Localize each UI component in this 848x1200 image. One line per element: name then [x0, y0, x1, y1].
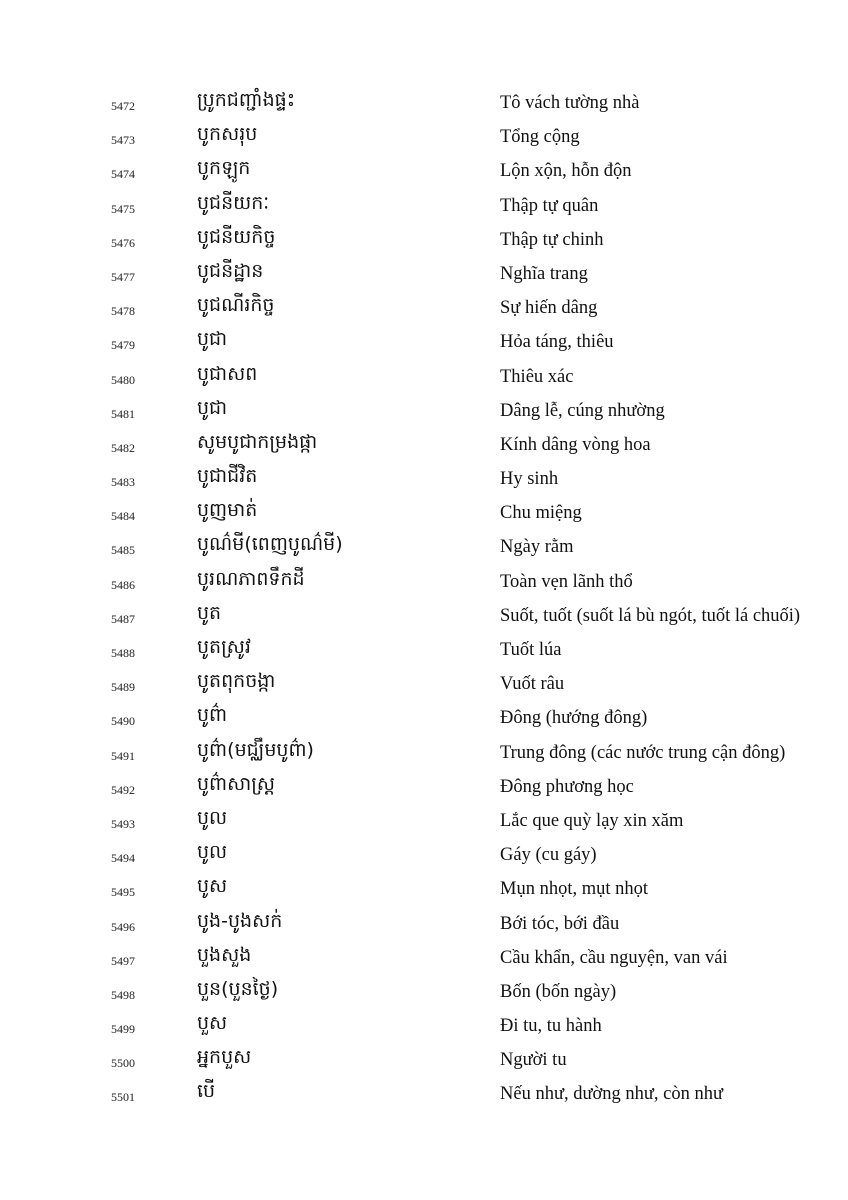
dictionary-entry: [0, 154, 848, 188]
entry-number: 5476: [111, 235, 135, 250]
vietnamese-translation: Thập tự quân: [500, 195, 599, 216]
khmer-term: បួន(បួនថ្ងៃ): [197, 977, 279, 1000]
entry-number: 5495: [111, 885, 135, 900]
entry-number: 5492: [111, 782, 135, 797]
khmer-term: បូល: [197, 841, 228, 864]
dictionary-entry: [0, 633, 848, 667]
khmer-term: បូជណីរកិច្ច: [197, 294, 275, 317]
vietnamese-translation: Thiêu xác: [500, 366, 574, 387]
vietnamese-translation: Tô vách tường nhà: [500, 93, 640, 113]
khmer-term: បូជាជីវិត: [197, 465, 258, 488]
dictionary-entry: [0, 86, 848, 120]
entry-number: 5500: [111, 1056, 135, 1071]
entry-number: 5490: [111, 714, 135, 729]
entry-number: 5489: [111, 680, 135, 695]
khmer-term: បូជនីយកៈ: [197, 191, 270, 214]
entry-number: 5487: [111, 611, 135, 626]
dictionary-entry: [0, 189, 848, 223]
dictionary-entry: [0, 770, 848, 804]
dictionary-entry: [0, 325, 848, 359]
dictionary-entry: [0, 360, 848, 394]
vietnamese-translation: Lộn xộn, hỗn độn: [500, 161, 632, 182]
vietnamese-translation: Đông (hướng đông): [500, 708, 648, 729]
dictionary-entry: [0, 599, 848, 633]
khmer-term: សូមបូជាកម្រងផ្កា: [197, 430, 318, 453]
dictionary-entry: [0, 120, 848, 154]
khmer-term: បូរណភាពទឹកដី: [197, 567, 305, 590]
dictionary-entry: [0, 565, 848, 599]
khmer-term: បូព៌ា: [197, 704, 228, 727]
vietnamese-translation: Nếu như, dường như, còn như: [500, 1084, 724, 1105]
dictionary-entry: [0, 667, 848, 701]
entry-number: 5488: [111, 646, 135, 660]
dictionary-entry: [0, 907, 848, 941]
vietnamese-translation: Thập tự chinh: [500, 229, 604, 250]
khmer-term: បួងសួង: [197, 943, 252, 966]
vietnamese-translation: Trung đông (các nước trung cận đông): [500, 742, 786, 763]
dictionary-entry: [0, 941, 848, 975]
entry-number: 5499: [111, 1022, 135, 1037]
khmer-term: បូល: [197, 806, 228, 829]
dictionary-entry: [0, 804, 848, 838]
entry-number: 5474: [111, 167, 135, 182]
khmer-term: បូកសរុប: [197, 123, 258, 146]
vietnamese-translation: Nghĩa trang: [500, 263, 588, 284]
vietnamese-translation: Người tu: [500, 1050, 567, 1071]
entry-number: 5498: [111, 987, 135, 1002]
khmer-term: បើ: [197, 1080, 216, 1103]
khmer-term: បូញមាត់: [197, 499, 258, 522]
khmer-term: បូព៌ាសាស្ត្រ: [197, 772, 276, 795]
khmer-term: បូណ៌មី(ពេញបូណ៌មី): [197, 533, 343, 556]
dictionary-entry: [0, 530, 848, 564]
khmer-term: បូព៌ា(មជ្ឈឹមបូព៌ា): [197, 738, 314, 761]
dictionary-entry: [0, 223, 848, 257]
vietnamese-translation: Suốt, tuốt (suốt lá bù ngót, tuốt lá chuối): [500, 605, 801, 626]
vietnamese-translation: Vuốt râu: [500, 674, 565, 695]
vietnamese-translation: Sự hiến dâng: [500, 298, 598, 319]
vietnamese-translation: Đông phương học: [500, 776, 634, 797]
dictionary-entry: [0, 975, 848, 1009]
dictionary-entry: [0, 1043, 848, 1077]
entry-number: 5480: [111, 372, 135, 387]
vietnamese-translation: Tổng cộng: [500, 127, 580, 148]
entry-number: 5501: [111, 1090, 135, 1105]
vietnamese-translation: Cầu khẩn, cầu nguyện, van vái: [500, 947, 728, 968]
vietnamese-translation: Bới tóc, bới đầu: [500, 913, 620, 934]
vietnamese-translation: Đi tu, tu hành: [500, 1016, 602, 1037]
entry-number: 5473: [111, 133, 135, 148]
entry-number: 5484: [111, 509, 135, 524]
entry-number: 5472: [111, 99, 135, 113]
entry-number: 5478: [111, 304, 135, 319]
khmer-term: បូស: [197, 875, 228, 898]
vietnamese-translation: Hy sinh: [500, 469, 559, 490]
khmer-term: អ្នកបួស: [197, 1046, 252, 1069]
khmer-term: បូជា: [197, 328, 228, 351]
entry-number: 5475: [111, 201, 135, 216]
entry-number: 5486: [111, 577, 135, 592]
entry-number: 5491: [111, 748, 135, 763]
entry-number: 5497: [111, 953, 135, 968]
entry-number: 5482: [111, 440, 135, 455]
entry-number: 5477: [111, 269, 135, 284]
khmer-term: បូជា: [197, 396, 228, 419]
entry-number: 5494: [111, 851, 135, 866]
dictionary-entry: [0, 291, 848, 325]
khmer-term: បូតស្រូវ: [197, 636, 251, 658]
khmer-term: បូជនីយកិច្ច: [197, 225, 276, 248]
vietnamese-translation: Toàn vẹn lãnh thổ: [500, 571, 633, 592]
vietnamese-translation: Ngày rằm: [500, 537, 574, 558]
entry-number: 5479: [111, 338, 135, 353]
vietnamese-translation: Gáy (cu gáy): [500, 845, 597, 866]
khmer-term: បូង-បូងសក់: [197, 909, 283, 932]
vietnamese-translation: Chu miệng: [500, 503, 582, 524]
entry-number: 5496: [111, 919, 135, 934]
dictionary-entry: [0, 1009, 848, 1043]
vietnamese-translation: Lắc que quỳ lạy xin xăm: [500, 810, 684, 831]
dictionary-entry: [0, 257, 848, 291]
vietnamese-translation: Dâng lễ, cúng nhường: [500, 400, 665, 421]
dictionary-entry: [0, 394, 848, 428]
khmer-term: ប្រូកជញ្ជាំងផ្ទះ: [197, 89, 296, 111]
vietnamese-translation: Tuốt lúa: [500, 640, 562, 660]
vietnamese-translation: Kính dâng vòng hoa: [500, 434, 651, 455]
entry-number: 5483: [111, 475, 135, 490]
khmer-term: បូត: [197, 601, 222, 624]
dictionary-entry: [0, 736, 848, 770]
entry-number: 5481: [111, 406, 135, 421]
entry-number: 5493: [111, 816, 135, 831]
dictionary-entry: [0, 872, 848, 906]
khmer-term: បូតពុកចង្កា: [197, 670, 276, 693]
entry-number: 5485: [111, 543, 135, 558]
dictionary-entry: [0, 428, 848, 462]
dictionary-entry: [0, 462, 848, 496]
khmer-term: បួស: [197, 1012, 228, 1035]
vietnamese-translation: Mụn nhọt, mụt nhọt: [500, 879, 649, 900]
dictionary-entry: [0, 701, 848, 735]
dictionary-entry: [0, 1077, 848, 1111]
khmer-term: បូកឡូក: [197, 157, 251, 180]
dictionary-entry: [0, 496, 848, 530]
khmer-term: បូជនីដ្ឋាន: [197, 259, 264, 282]
vietnamese-translation: Bốn (bốn ngày): [500, 981, 617, 1002]
vietnamese-translation: Hỏa táng, thiêu: [500, 332, 614, 353]
khmer-term: បូជាសព: [197, 362, 258, 385]
dictionary-entry: [0, 838, 848, 872]
entry-list: [0, 86, 848, 1112]
